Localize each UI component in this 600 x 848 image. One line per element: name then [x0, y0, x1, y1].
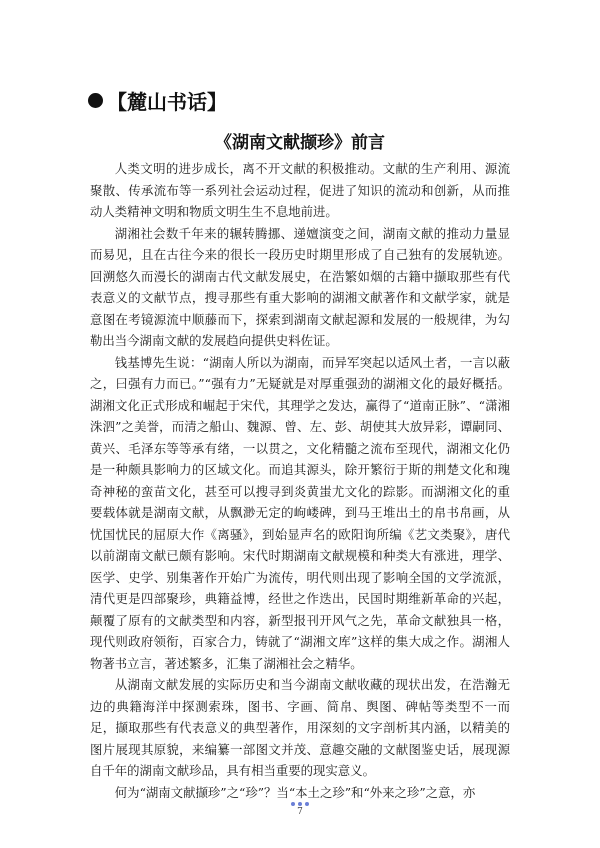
dot — [298, 802, 302, 806]
filled-circle-icon — [88, 93, 103, 108]
section-heading — [88, 86, 227, 115]
article-body — [90, 158, 510, 803]
section-title: 【麓山书话】 — [107, 90, 227, 114]
dot — [305, 802, 309, 806]
page-footer — [0, 802, 600, 817]
paragraph: 何为“湖南文献撷珍”之“珍”？当“本土之珍”和“外来之珍”之意，亦 — [114, 784, 476, 800]
article-title: 《湖南文献撷珍》前言 — [215, 133, 385, 153]
paragraph: 湖湘社会数千年来的辗转腾挪、递嬗演变之间，湖南文献的推动力量显而易见，且在古往今来的很长一段历史时期里形成了自己独有的发展轨迹。回溯悠久而漫长的湖南古代文献发展史，在浩繁如烟的古籍中撷取那些有代表意义的文献节点，搜寻那些有重大影响的湖湘文献著作和文献学家，就是意图在考镜源流中顺藤而下，探索到湖南文献起源和发展的一般规律，为勾勒出当今湖南文献的发展趋向提供史料佐证。 — [90, 225, 510, 348]
dot — [291, 802, 295, 806]
page-dots-icon — [0, 802, 600, 806]
paragraph: 钱基博先生说：“湖南人所以为湖南，而异军突起以适风土者，一言以蔽之，曰强有力而已。”“强有力”无疑就是对厚重强劲的湖湘文化的最好概括。湖湘文化正式形成和崛起于宋代，其理学之发达，赢得了“道南正脉”、“潇湘洙泗”之美誉，而清之船山、魏源、曾、左、彭、胡使其大放异彩，谭嗣同、黄兴、毛泽东等等承有绪，一以贯之，文化精髓之流布至现代，湖湘文化仍是一种颇具影响力的区域文化。而追其源头，除开繁衍于斯的荆楚文化和瑰奇神秘的蛮苗文化，甚至可以搜寻到炎黄蚩尤文化的踪影。而湖湘文化的重要载体就是湖南文献，从飘渺无定的岣嵝碑，到马王堆出土的帛书帛画，从忧国忧民的屈原大作《离骚》，到始显声名的欧阳询所编《艺文类聚》，唐代以前湖南文献已颇有影响。宋代时期湖南文献规模和种类大有涨进，理学、医学、史学、别集著作开始广为流传，明代则出现了影响全国的文学流派，清代更是四部聚珍，典籍益博，经世之作迭出，民国时期维新革命的兴起，颠覆了原有的文献类型和内容，新型报刊开风气之先，革命文献独具一格，现代则政府领衔，百家合力，铸就了“湖湘文库”这样的集大成之作。湖湘人物著书立言，著述繁多，汇集了湖湘社会之精华。 — [90, 354, 510, 671]
paragraph: 从湖南文献发展的实际历史和当今湖南文献收藏的现状出发，在浩瀚无边的典籍海洋中探测索珠，图书、字画、简帛、舆图、碑帖等类型不一而足，撷取那些有代表意义的典型著作，用深刻的文字剖析其内涵，以精美的图片展现其原貌，来编纂一部图文并茂、意趣交融的文献图鉴史话，展现源自千年的湖南文献珍品，具有相当重要的现实意义。 — [90, 677, 510, 778]
paragraph: 人类文明的进步成长，离不开文献的积极推动。文献的生产利用、源流聚散、传承流布等一系列社会运动过程，促进了知识的流动和创新，从而推动人类精神文明和物质文明生生不息地前进。 — [90, 161, 510, 219]
page-number: 7 — [297, 807, 303, 817]
